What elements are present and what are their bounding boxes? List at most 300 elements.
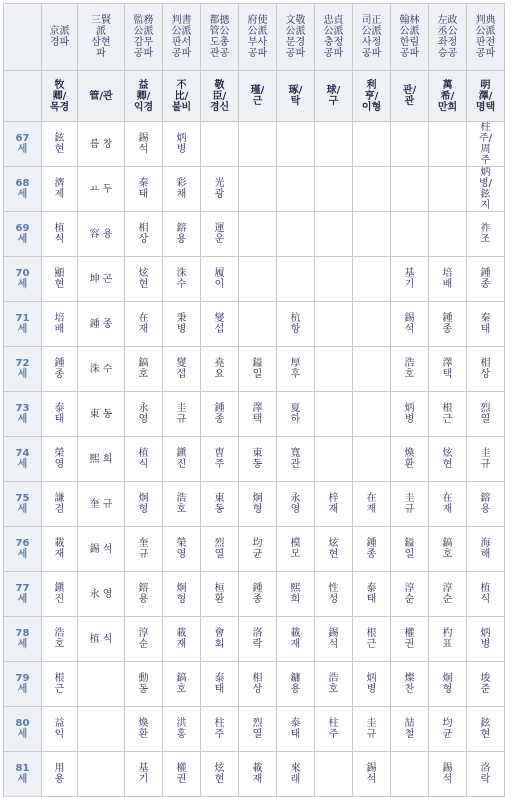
name-cell bbox=[429, 707, 466, 751]
name-cell bbox=[78, 122, 124, 166]
table-row bbox=[4, 347, 504, 391]
table-row bbox=[4, 257, 504, 301]
name-cell bbox=[42, 437, 77, 481]
name-cell bbox=[42, 707, 77, 751]
generation-label bbox=[4, 527, 41, 571]
cell-text: 均 균 bbox=[442, 718, 453, 740]
cell-text: 三賢 派 삼현 파 bbox=[91, 15, 111, 59]
name-cell bbox=[239, 392, 276, 436]
name-cell bbox=[42, 572, 77, 616]
table-row bbox=[4, 437, 504, 481]
name-cell bbox=[391, 572, 428, 616]
name-cell bbox=[125, 257, 162, 301]
generation-name-table bbox=[3, 3, 505, 797]
empty-cell bbox=[315, 347, 352, 391]
empty-cell bbox=[315, 392, 352, 436]
name-cell bbox=[42, 662, 77, 706]
ancestor-header-cell bbox=[429, 71, 466, 121]
cell-text: 植 식 bbox=[138, 448, 149, 470]
cell-text: 都摠 管公 도총 관공 bbox=[209, 15, 230, 59]
ancestor-header-cell bbox=[467, 71, 504, 121]
cell-text: 光 광 bbox=[214, 178, 225, 200]
cell-text: 鍾 종 bbox=[89, 318, 113, 330]
cell-text: 秦 태 bbox=[480, 313, 491, 335]
cell-text: 埈 준 bbox=[480, 673, 491, 695]
cell-text: 炫 현 bbox=[328, 538, 339, 560]
name-cell bbox=[163, 707, 200, 751]
name-cell bbox=[277, 392, 314, 436]
name-cell bbox=[163, 257, 200, 301]
cell-text: 燦 찬 bbox=[404, 673, 415, 695]
empty-cell bbox=[391, 212, 428, 256]
empty-cell bbox=[353, 437, 390, 481]
name-cell bbox=[277, 662, 314, 706]
cell-text: 載 재 bbox=[54, 538, 65, 560]
cell-text: 燮 섭 bbox=[214, 313, 225, 335]
cell-text: 濟 제 bbox=[54, 178, 65, 200]
cell-text: 寬 관 bbox=[290, 448, 301, 470]
cell-text: 鍾 종 bbox=[442, 313, 453, 335]
ancestor-header-cell bbox=[163, 71, 200, 121]
cell-text: 鉉 현 bbox=[54, 133, 65, 155]
name-cell bbox=[429, 662, 466, 706]
cell-text: 鍾 종 bbox=[214, 403, 225, 425]
name-cell bbox=[391, 392, 428, 436]
name-cell bbox=[467, 572, 504, 616]
generation-label bbox=[4, 122, 41, 166]
empty-cell bbox=[429, 122, 466, 166]
name-cell bbox=[429, 617, 466, 661]
cell-text: 會 회 bbox=[214, 628, 225, 650]
name-cell bbox=[277, 752, 314, 796]
name-cell bbox=[277, 707, 314, 751]
empty-cell bbox=[277, 122, 314, 166]
name-cell bbox=[78, 167, 124, 211]
cell-text: 來 래 bbox=[290, 763, 301, 785]
cell-text: 鍾 종 bbox=[366, 538, 377, 560]
cell-text: 根 근 bbox=[442, 403, 453, 425]
cell-text: 鎔 용 bbox=[176, 223, 187, 245]
cell-text: 益 익 bbox=[54, 718, 65, 740]
cell-text: 炫 현 bbox=[442, 448, 453, 470]
name-cell bbox=[163, 572, 200, 616]
cell-text: 坤 곤 bbox=[89, 273, 113, 285]
table-row bbox=[4, 167, 504, 211]
header-row-branch bbox=[4, 4, 504, 70]
name-cell bbox=[467, 302, 504, 346]
name-cell bbox=[125, 527, 162, 571]
name-cell bbox=[42, 347, 77, 391]
name-cell bbox=[353, 572, 390, 616]
generation-label bbox=[4, 572, 41, 616]
cell-text: 76 세 bbox=[15, 538, 30, 560]
genealogy-table-container bbox=[3, 3, 505, 797]
cell-text: 判典 公派 판전 공파 bbox=[475, 15, 496, 59]
ancestor-header-cell bbox=[277, 71, 314, 121]
name-cell bbox=[125, 392, 162, 436]
header-row-ancestor bbox=[4, 71, 504, 121]
ancestor-header-cell bbox=[201, 71, 238, 121]
cell-text: 鍾종 bbox=[480, 268, 491, 290]
cell-text: 鎰 일 bbox=[404, 538, 415, 560]
cell-text: 炳 병 bbox=[366, 673, 377, 695]
cell-text: 炯 형 bbox=[442, 673, 453, 695]
empty-cell bbox=[315, 257, 352, 301]
name-cell bbox=[429, 392, 466, 436]
cell-text: 永 영 bbox=[138, 403, 149, 425]
empty-cell bbox=[277, 212, 314, 256]
name-cell bbox=[42, 122, 77, 166]
name-cell bbox=[429, 527, 466, 571]
cell-text: 東 동 bbox=[214, 493, 225, 515]
name-cell bbox=[467, 752, 504, 796]
cell-text: 夏 하 bbox=[290, 403, 301, 425]
cell-text: 相 상 bbox=[138, 223, 149, 245]
cell-text: 載 재 bbox=[176, 628, 187, 650]
cell-text: 瑾/ 근 bbox=[250, 85, 265, 107]
name-cell bbox=[201, 752, 238, 796]
name-cell bbox=[163, 122, 200, 166]
cell-text: 圭 규 bbox=[176, 403, 187, 425]
cell-text: 73 세 bbox=[15, 403, 30, 425]
empty-cell bbox=[315, 752, 352, 796]
empty-cell bbox=[239, 257, 276, 301]
name-cell bbox=[353, 662, 390, 706]
cell-text: 煥 환 bbox=[404, 448, 415, 470]
empty-cell bbox=[391, 122, 428, 166]
name-cell bbox=[239, 347, 276, 391]
cell-text: 69 세 bbox=[15, 223, 30, 245]
cell-text: 性 성 bbox=[328, 583, 339, 605]
cell-text: 榮 영 bbox=[54, 448, 65, 470]
name-cell bbox=[239, 662, 276, 706]
cell-text: 相 상 bbox=[480, 358, 491, 380]
cell-text: 浩 호 bbox=[328, 673, 339, 695]
empty-cell bbox=[353, 167, 390, 211]
name-cell bbox=[467, 707, 504, 751]
cell-text: 鎬 호 bbox=[138, 358, 149, 380]
name-cell bbox=[201, 707, 238, 751]
name-cell bbox=[391, 662, 428, 706]
cell-text: 鎔 용 bbox=[138, 583, 149, 605]
table-row bbox=[4, 392, 504, 436]
cell-text: 浩 호 bbox=[404, 358, 415, 380]
empty-cell bbox=[429, 167, 466, 211]
cell-text: 在 재 bbox=[442, 493, 453, 515]
cell-text: 容 용 bbox=[89, 228, 113, 240]
generation-label bbox=[4, 617, 41, 661]
name-cell bbox=[391, 707, 428, 751]
name-cell bbox=[277, 527, 314, 571]
name-cell bbox=[429, 347, 466, 391]
name-cell bbox=[467, 167, 504, 211]
name-cell bbox=[163, 752, 200, 796]
cell-text: 洪 홍 bbox=[176, 718, 187, 740]
name-cell bbox=[315, 527, 352, 571]
cell-text: 翰林 公派 한림 공파 bbox=[399, 15, 420, 59]
cell-text: 68 세 bbox=[15, 178, 30, 200]
name-cell bbox=[353, 527, 390, 571]
empty-cell bbox=[315, 302, 352, 346]
name-cell bbox=[125, 347, 162, 391]
cell-text: 錫 석 bbox=[89, 543, 113, 555]
generation-label bbox=[4, 212, 41, 256]
name-cell bbox=[239, 437, 276, 481]
cell-text: 模 모 bbox=[290, 538, 301, 560]
cell-text: 堯 요 bbox=[214, 358, 225, 380]
name-cell bbox=[201, 662, 238, 706]
name-cell bbox=[277, 482, 314, 526]
name-cell bbox=[42, 527, 77, 571]
cell-text: 培 배 bbox=[54, 313, 65, 335]
header-corner-cell bbox=[4, 71, 41, 121]
name-cell bbox=[201, 527, 238, 571]
name-cell bbox=[353, 752, 390, 796]
cell-text: 顯 현 bbox=[54, 268, 65, 290]
name-cell bbox=[125, 617, 162, 661]
cell-text: 相 상 bbox=[252, 673, 263, 695]
cell-text: 炳 병 bbox=[176, 133, 187, 155]
name-cell bbox=[467, 122, 504, 166]
name-cell bbox=[201, 167, 238, 211]
cell-text: 錫 석 bbox=[442, 763, 453, 785]
empty-cell bbox=[353, 302, 390, 346]
name-cell bbox=[353, 482, 390, 526]
cell-text: 利 亨/ 이형 bbox=[361, 79, 382, 113]
name-cell bbox=[163, 302, 200, 346]
empty-cell bbox=[78, 707, 124, 751]
cell-text: 桓 환 bbox=[214, 583, 225, 605]
name-cell bbox=[277, 347, 314, 391]
name-cell bbox=[78, 212, 124, 256]
cell-text: 益 卿/ 익경 bbox=[133, 79, 154, 113]
name-cell bbox=[277, 617, 314, 661]
name-cell bbox=[467, 662, 504, 706]
cell-text: 厚 후 bbox=[290, 358, 301, 380]
name-cell bbox=[467, 617, 504, 661]
empty-cell bbox=[315, 167, 352, 211]
cell-text: 杓 표 bbox=[442, 628, 453, 650]
cell-text: 鍾 종 bbox=[54, 358, 65, 380]
cell-text: 府使 公派 부사 공파 bbox=[247, 15, 268, 59]
cell-text: 洙 수 bbox=[89, 363, 113, 375]
cell-text: 梓 재 bbox=[328, 493, 339, 515]
name-cell bbox=[429, 257, 466, 301]
empty-cell bbox=[315, 212, 352, 256]
cell-text: 柱 주/ 周주 bbox=[478, 122, 493, 166]
name-cell bbox=[239, 527, 276, 571]
cell-text: 東 동 bbox=[252, 448, 263, 470]
cell-text: 鎭 진 bbox=[176, 448, 187, 470]
cell-text: 植 식 bbox=[54, 223, 65, 245]
cell-text: 秦 태 bbox=[138, 178, 149, 200]
name-cell bbox=[163, 347, 200, 391]
cell-text: 圭 규 bbox=[404, 493, 415, 515]
generation-label bbox=[4, 167, 41, 211]
cell-text: 管/관 bbox=[89, 90, 113, 102]
cell-text: 左政 丞公 좌정 승공 bbox=[437, 15, 458, 59]
table-row bbox=[4, 752, 504, 796]
cell-text: 根 근 bbox=[366, 628, 377, 650]
name-cell bbox=[125, 437, 162, 481]
cell-text: 載 재 bbox=[290, 628, 301, 650]
cell-text: 在 재 bbox=[366, 493, 377, 515]
cell-text: 淳 순 bbox=[404, 583, 415, 605]
name-cell bbox=[239, 707, 276, 751]
cell-text: 78 세 bbox=[15, 628, 30, 650]
empty-cell bbox=[353, 257, 390, 301]
name-cell bbox=[201, 572, 238, 616]
name-cell bbox=[353, 707, 390, 751]
cell-text: 관/ 관 bbox=[402, 85, 417, 107]
empty-cell bbox=[353, 347, 390, 391]
cell-text: 圭규 bbox=[480, 448, 491, 470]
cell-text: 炯 형 bbox=[252, 493, 263, 515]
name-cell bbox=[315, 662, 352, 706]
name-cell bbox=[391, 527, 428, 571]
ancestor-header-cell bbox=[353, 71, 390, 121]
cell-text: 炫 현 bbox=[138, 268, 149, 290]
name-cell bbox=[429, 302, 466, 346]
cell-text: 炳 병/ 鉉지 bbox=[478, 167, 493, 211]
cell-text: 洛 락 bbox=[252, 628, 263, 650]
name-cell bbox=[163, 167, 200, 211]
name-cell bbox=[467, 527, 504, 571]
cell-text: 錫 석 bbox=[366, 763, 377, 785]
generation-label bbox=[4, 302, 41, 346]
cell-text: 鉉 현 bbox=[480, 718, 491, 740]
cell-text: 煥 환 bbox=[138, 718, 149, 740]
table-row bbox=[4, 212, 504, 256]
empty-cell bbox=[239, 302, 276, 346]
name-cell bbox=[201, 617, 238, 661]
branch-header-cell bbox=[391, 4, 428, 70]
name-cell bbox=[163, 662, 200, 706]
name-cell bbox=[125, 752, 162, 796]
cell-text: 柱 주 bbox=[328, 718, 339, 740]
cell-text: 75 세 bbox=[15, 493, 30, 515]
name-cell bbox=[125, 662, 162, 706]
cell-text: 京派 경파 bbox=[49, 26, 70, 48]
name-cell bbox=[467, 212, 504, 256]
name-cell bbox=[277, 302, 314, 346]
ancestor-header-cell bbox=[125, 71, 162, 121]
cell-text: 름 창 bbox=[89, 138, 113, 150]
branch-header-cell bbox=[429, 4, 466, 70]
cell-text: 柱 주 bbox=[214, 718, 225, 740]
name-cell bbox=[391, 617, 428, 661]
empty-cell bbox=[78, 662, 124, 706]
name-cell bbox=[315, 617, 352, 661]
cell-text: 泰 태 bbox=[366, 583, 377, 605]
cell-text: 植 식 bbox=[480, 583, 491, 605]
empty-cell bbox=[78, 752, 124, 796]
cell-text: 圭 규 bbox=[366, 718, 377, 740]
name-cell bbox=[78, 572, 124, 616]
cell-text: 運 운 bbox=[214, 223, 225, 245]
cell-text: 澤 택 bbox=[252, 403, 263, 425]
cell-text: 在 재 bbox=[138, 313, 149, 335]
name-cell bbox=[429, 752, 466, 796]
name-cell bbox=[391, 302, 428, 346]
branch-header-cell bbox=[125, 4, 162, 70]
name-cell bbox=[125, 302, 162, 346]
ancestor-header-cell bbox=[315, 71, 352, 121]
cell-text: 熙 희 bbox=[290, 583, 301, 605]
cell-text: 洙 수 bbox=[176, 268, 187, 290]
ancestor-header-cell bbox=[42, 71, 77, 121]
cell-text: 載 재 bbox=[252, 763, 263, 785]
cell-text: 秉 병 bbox=[176, 313, 187, 335]
table-row bbox=[4, 617, 504, 661]
cell-text: 基 기 bbox=[138, 763, 149, 785]
empty-cell bbox=[239, 167, 276, 211]
branch-header-cell bbox=[353, 4, 390, 70]
name-cell bbox=[163, 617, 200, 661]
cell-text: 錫 석 bbox=[138, 133, 149, 155]
empty-cell bbox=[277, 257, 314, 301]
generation-label bbox=[4, 392, 41, 436]
name-cell bbox=[42, 482, 77, 526]
empty-cell bbox=[239, 212, 276, 256]
name-cell bbox=[125, 707, 162, 751]
empty-cell bbox=[353, 392, 390, 436]
cell-text: 奎 규 bbox=[89, 498, 113, 510]
name-cell bbox=[78, 347, 124, 391]
name-cell bbox=[125, 167, 162, 211]
cell-text: 鎔 용 bbox=[480, 493, 491, 515]
cell-text: 榮 영 bbox=[176, 538, 187, 560]
table-row bbox=[4, 122, 504, 166]
name-cell bbox=[467, 257, 504, 301]
name-cell bbox=[467, 482, 504, 526]
empty-cell bbox=[391, 752, 428, 796]
cell-text: 杭 항 bbox=[290, 313, 301, 335]
name-cell bbox=[201, 212, 238, 256]
name-cell bbox=[201, 347, 238, 391]
name-cell bbox=[78, 302, 124, 346]
cell-text: 浩 호 bbox=[176, 493, 187, 515]
cell-text: 動 동 bbox=[138, 673, 149, 695]
cell-text: 鎭 진 bbox=[54, 583, 65, 605]
cell-text: 烈 열 bbox=[480, 403, 491, 425]
name-cell bbox=[78, 617, 124, 661]
cell-text: 植 식 bbox=[89, 633, 113, 645]
generation-label bbox=[4, 707, 41, 751]
cell-text: 培 배 bbox=[442, 268, 453, 290]
cell-text: 錫 석 bbox=[328, 628, 339, 650]
empty-cell bbox=[315, 437, 352, 481]
branch-header-cell bbox=[277, 4, 314, 70]
name-cell bbox=[429, 482, 466, 526]
name-cell bbox=[277, 572, 314, 616]
cell-text: 錫 석 bbox=[404, 313, 415, 335]
cell-text: 泰 태 bbox=[290, 718, 301, 740]
table-row bbox=[4, 527, 504, 571]
name-cell bbox=[42, 752, 77, 796]
cell-text: 熙 희 bbox=[89, 453, 113, 465]
generation-label bbox=[4, 437, 41, 481]
cell-text: 海 해 bbox=[480, 538, 491, 560]
cell-text: 萬 希/ 만희 bbox=[437, 79, 458, 113]
empty-cell bbox=[201, 122, 238, 166]
cell-text: 70 세 bbox=[15, 268, 30, 290]
name-cell bbox=[353, 617, 390, 661]
cell-text: 泰 태 bbox=[54, 403, 65, 425]
name-cell bbox=[391, 347, 428, 391]
name-cell bbox=[315, 572, 352, 616]
cell-text: 均 균 bbox=[252, 538, 263, 560]
